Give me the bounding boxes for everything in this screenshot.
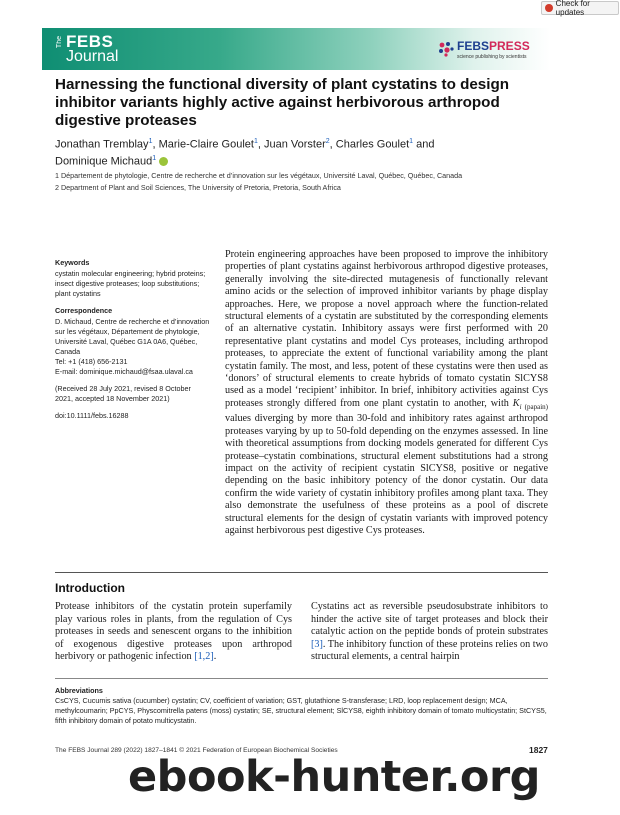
intro-col2-end: . The inhibitory function of these proteins relies on two structural elements, a central hairpin — [311, 638, 548, 663]
author-name[interactable]: Dominique Michaud — [55, 155, 153, 168]
author-affiliation-marker: 1 — [152, 154, 157, 162]
author-separator: , — [152, 138, 159, 151]
introduction-heading: Introduction — [55, 581, 125, 595]
check-for-updates-button[interactable] — [541, 1, 619, 15]
correspondence-address: D. Michaud, Centre de recherche et d’innovation sur les végétaux, Département de phytologie, Université Laval, Québec G1A 0A6, Québec, Canada — [55, 317, 210, 356]
section-divider — [55, 572, 548, 573]
intro-col2-text: Cystatins act as reversible pseudosubstrate inhibitors to hinder the active site of target proteases and block their catalytic action on the peptide bonds of protein substrates — [311, 601, 548, 638]
correspondence-heading: Correspondence — [55, 306, 113, 315]
febs-press-logo — [438, 38, 548, 64]
author-name[interactable]: Jonathan Tremblay — [55, 138, 149, 151]
page-number: 1827 — [529, 745, 548, 755]
affiliation-2: 2 Department of Plant and Soil Sciences, The University of Pretoria, Pretoria, South Africa — [55, 183, 341, 192]
abstract-text-1: Protein engineering approaches have been proposed to improve the inhibitory properties of plant cystatins against herbivorous arthropod digestive proteases, generally involving the site-directed mutagenesis of functionally relevant amino acids or the selection of improved inhibitor variants by phage display approaches. Here, we propose a novel approach where the function-related structural elements of a cystatin are substituted by the corresponding elements of an alternative cystatin. Inhibitory assays were first performed with 20 representative plant cystatins and model Cys proteases, including arthropod proteases, to appreciate the extent of functional variability among the plant cystatin family. The most, and less, potent of these cystatins were then used as ‘donors’ of structural elements to create hybrids of tomato cystatin SlCYS8 used as a model ‘recipient’ inhibitor. In brief, inhibitory activities against Cys proteases strongly differed from one plant cystatin to another, with — [225, 249, 548, 409]
ki-symbol: $K_i$ — [512, 397, 522, 411]
article-info-sidebar — [55, 258, 210, 428]
intro-column-2 — [311, 601, 548, 664]
journal-logo-febs: FEBS — [66, 32, 114, 51]
reference-link-1-2[interactable]: [1,2] — [194, 651, 214, 663]
doi-link[interactable]: doi:10.1111/febs.16288 — [55, 411, 129, 420]
author-affiliation-marker: 1 — [253, 138, 258, 145]
abstract — [225, 249, 548, 537]
received-dates: (Received 28 July 2021, revised 8 October 2021, accepted 18 November 2021) — [55, 384, 191, 403]
journal-logo-the: The — [56, 36, 63, 49]
crossmark-icon — [545, 4, 553, 12]
keywords-text: cystatin molecular engineering; hybrid proteins; insect digestive proteases; loop substitutions; plant cystatins — [55, 269, 206, 298]
correspondence-email[interactable]: E-mail: dominique.michaud@fsaa.ulaval.ca — [55, 367, 193, 376]
papain-subscript: (papain) — [521, 402, 548, 411]
intro-col1-text: Protease inhibitors of the cystatin protein superfamily play various roles in plants, from the regulation of Cys proteases in seeds and senescent organs to the inhibition of exogenous digestive proteases upon arthropod herbivory or pathogenic infection — [55, 601, 292, 663]
author-name[interactable]: Juan Vorster — [264, 138, 326, 151]
reference-link-3[interactable]: [3] — [311, 638, 323, 650]
febs-press-name: FEBSPRESS — [457, 39, 530, 53]
abbreviations-divider — [55, 678, 548, 679]
watermark: ebook-hunter.org — [128, 752, 540, 802]
author-separator: and — [413, 138, 435, 151]
author-affiliation-marker: 1 — [148, 138, 153, 145]
affiliations — [55, 170, 565, 194]
intro-col1-end: . — [213, 651, 217, 663]
footer-citation: The FEBS Journal 289 (2022) 1827–1841 © 2021 Federation of European Biochemical Societies — [55, 747, 338, 754]
check-for-updates-label: Check for updates — [555, 0, 590, 17]
author-name[interactable]: Charles Goulet — [335, 138, 410, 151]
author-list — [55, 135, 565, 168]
article-title: Harnessing the functional diversity of plant cystatins to design inhibitor variants highly active against herbivorous arthropod digestive proteases — [55, 76, 510, 129]
author-name[interactable]: Marie-Claire Goulet — [158, 138, 254, 151]
author-affiliation-marker: 1 — [409, 138, 414, 145]
intro-column-1 — [55, 601, 292, 664]
febs-journal-logo — [56, 30, 136, 68]
keywords-heading: Keywords — [55, 258, 90, 267]
abstract-text-2: values diverging by more than 30-fold and inhibitory rates against arthropod proteases varying by up to 50-fold depending on the enzymes assessed. In line with theoretical assumptions from docking models generated for different Cys protease–cystatin combinations, structural element substitutions had a strong impact on the activity of recipient cystatin SlCYS8, positive or negative depending on the basic inhibitory potency of the donor cystatin. Our data confirm the wide variety of cystatin inhibitory profiles among plant taxa. They also demonstrate the usefulness of these proteins as a pool of discrete structural elements for the design of cystatin variants with improved potency against herbivorous pest digestive Cys proteases. — [225, 413, 548, 536]
author-separator: , — [329, 138, 336, 151]
journal-logo-journal: Journal — [66, 48, 119, 65]
abbreviations-text: CsCYS, Cucumis sativa (cucumber) cystatin; CV, coefficient of variation; GST, glutathione S-transferase; LRD, loop replacement design; MCA, methylcoumarin; PpCYS, Physcomitrella patens (moss) cystatin; SE, structural element; SlCYS8, eighth inhibitory domain of tomato multicystatin; StCYS5, fifth inhibitory domain of potato multicystatin. — [55, 696, 547, 725]
correspondence-tel: Tel: +1 (418) 656-2131 — [55, 357, 128, 366]
febs-press-dots-icon — [438, 41, 454, 57]
febs-press-tagline: science publishing by scientists — [457, 54, 527, 60]
affiliation-1: 1 Département de phytologie, Centre de recherche et d’innovation sur les végétaux, Université Laval, Québec, Québec, Canada — [55, 171, 463, 180]
author-separator: , — [257, 138, 264, 151]
abbreviations-heading: Abbreviations — [55, 686, 103, 695]
author-affiliation-marker: 2 — [325, 138, 330, 145]
orcid-icon[interactable] — [159, 157, 168, 166]
abbreviations — [55, 686, 550, 726]
